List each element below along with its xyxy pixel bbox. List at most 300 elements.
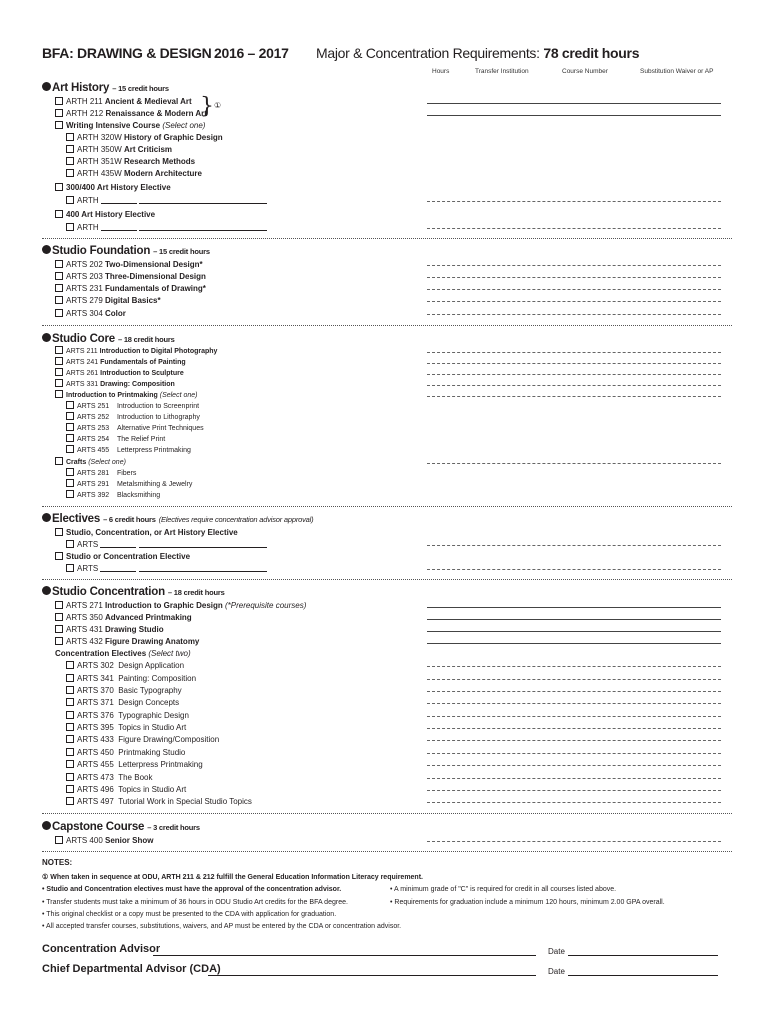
course-checkbox[interactable] — [66, 674, 74, 682]
entry-line[interactable] — [427, 841, 721, 842]
entry-line[interactable] — [427, 228, 721, 229]
course-name: Introduction to Sculpture — [100, 370, 184, 377]
note-item: • All accepted transfer courses, substitutions, waivers, and AP must be entered by the CDA or concentration advisor. — [42, 923, 402, 930]
course-name: Basic Typography — [118, 686, 182, 695]
entry-line[interactable] — [427, 103, 721, 104]
course-group-title: Crafts — [66, 459, 87, 466]
course-row — [66, 772, 152, 783]
course-row — [66, 222, 267, 233]
course-name: Renaissance & Modern Art — [105, 109, 207, 118]
entry-line[interactable] — [427, 703, 721, 704]
entry-line[interactable] — [427, 301, 721, 302]
course-note: (*Prerequisite courses) — [225, 601, 307, 610]
course-checkbox[interactable] — [66, 735, 74, 743]
course-row — [66, 660, 184, 671]
cda-label: Chief Departmental Advisor (CDA) — [42, 963, 221, 975]
course-code: ARTS 371 — [77, 698, 114, 707]
course-row — [66, 144, 172, 155]
course-row — [55, 379, 175, 390]
bullet-icon — [42, 333, 51, 342]
course-row — [55, 209, 155, 220]
course-code: ARTH — [77, 196, 99, 205]
section-credits: – 3 credit hours — [147, 823, 200, 832]
section-divider — [42, 506, 732, 507]
course-checkbox[interactable] — [55, 836, 63, 844]
requirements-hours: 78 credit hours — [543, 45, 640, 61]
course-row — [55, 120, 205, 131]
course-code: ARTS 455 — [77, 447, 110, 454]
course-name: Painting: Composition — [118, 674, 197, 683]
course-checkbox[interactable] — [55, 296, 63, 304]
entry-line[interactable] — [427, 740, 721, 741]
course-row — [55, 357, 186, 368]
course-checkbox[interactable] — [66, 423, 74, 431]
course-group-title: 300/400 Art History Elective — [66, 183, 171, 192]
course-row — [55, 346, 217, 357]
course-checkbox[interactable] — [66, 145, 74, 153]
course-checkbox[interactable] — [55, 109, 63, 117]
entry-line[interactable] — [427, 619, 721, 620]
course-checkbox[interactable] — [55, 528, 63, 536]
course-checkbox[interactable] — [66, 412, 74, 420]
course-row — [55, 295, 161, 306]
course-code: ARTS 450 — [77, 748, 114, 757]
bullet-icon — [42, 821, 51, 830]
course-row — [55, 368, 184, 379]
course-name-field[interactable] — [139, 571, 267, 572]
course-row — [55, 283, 206, 294]
course-row — [66, 132, 223, 143]
course-name: Introduction to Digital Photography — [99, 348, 218, 355]
entry-line[interactable] — [427, 201, 721, 202]
course-checkbox[interactable] — [66, 797, 74, 805]
concentration-advisor-signature-line[interactable] — [153, 955, 536, 956]
course-code: ARTS 455 — [77, 760, 114, 769]
column-header-substitution: Substitution Waiver or AP — [640, 68, 714, 75]
course-name: Letterpress Printmaking — [118, 760, 203, 769]
course-row — [66, 747, 185, 758]
entry-line[interactable] — [427, 265, 721, 266]
course-number-field[interactable] — [100, 571, 136, 572]
entry-line[interactable] — [427, 385, 721, 386]
course-code: ARTS 231 — [66, 284, 103, 293]
course-name: Figure Drawing/Composition — [118, 735, 220, 744]
entry-line[interactable] — [427, 679, 721, 680]
course-name: Fundamentals of Drawing* — [105, 284, 206, 293]
course-row — [55, 600, 306, 611]
course-name-field[interactable] — [139, 230, 267, 231]
course-checkbox[interactable] — [55, 613, 63, 621]
course-code: ARTS 252 — [77, 414, 110, 421]
section-divider — [42, 579, 732, 580]
course-row — [66, 563, 267, 574]
entry-line[interactable] — [427, 607, 721, 608]
section-credits: – 18 credit hours — [167, 588, 225, 597]
course-group-note: (Select one) — [88, 459, 126, 466]
course-checkbox[interactable] — [66, 748, 74, 756]
course-name: Three-Dimensional Design — [105, 272, 206, 281]
course-code: ARTS 254 — [77, 436, 110, 443]
course-name: Fundamentals of Painting — [100, 359, 186, 366]
course-row — [66, 195, 267, 206]
course-row — [55, 457, 126, 468]
section-capstone — [42, 821, 200, 833]
course-checkbox[interactable] — [55, 272, 63, 280]
entry-line[interactable] — [427, 765, 721, 766]
entry-line[interactable] — [427, 666, 721, 667]
course-group-note: (Select one) — [159, 392, 198, 399]
entry-line[interactable] — [427, 314, 721, 315]
course-name: Design Concepts — [118, 698, 180, 707]
entry-line[interactable] — [427, 363, 721, 364]
section-credits: – 15 credit hours — [112, 84, 169, 93]
course-checkbox[interactable] — [55, 309, 63, 317]
course-code: ARTS 376 — [77, 711, 114, 720]
bullet-icon — [42, 82, 51, 91]
entry-line[interactable] — [427, 277, 721, 278]
course-checkbox[interactable] — [66, 490, 74, 498]
course-name: Drawing Studio — [105, 625, 164, 634]
course-row — [55, 527, 238, 538]
course-name: Introduction to Graphic Design — [105, 601, 223, 610]
course-name: Digital Basics* — [105, 296, 161, 305]
entry-line[interactable] — [427, 691, 721, 692]
section-note: (Electives require concentration advisor approval) — [158, 515, 314, 524]
course-name: History of Graphic Design — [124, 133, 223, 142]
course-checkbox[interactable] — [66, 540, 74, 548]
course-name: Alternative Print Techniques — [116, 425, 204, 432]
course-checkbox[interactable] — [55, 284, 63, 292]
column-header-hours: Hours — [432, 68, 450, 75]
course-checkbox[interactable] — [66, 564, 74, 572]
entry-line[interactable] — [427, 790, 721, 791]
course-group-title: Studio, Concentration, or Art History Elective — [66, 528, 238, 537]
section-studio-concentration — [42, 586, 225, 598]
course-code: ARTS 241 — [66, 359, 99, 366]
note-item: ① When taken in sequence at ODU, ARTH 211 & 212 fulfill the General Education Information Literacy requirement. — [42, 874, 423, 881]
course-name: Research Methods — [124, 157, 196, 166]
page-header — [42, 45, 732, 65]
course-row — [66, 156, 195, 167]
course-name: Modern Architecture — [124, 169, 202, 178]
brace-icon: } — [200, 94, 214, 119]
course-checkbox[interactable] — [66, 401, 74, 409]
course-code: ARTS 281 — [77, 470, 110, 477]
course-code: ARTS 304 — [66, 309, 103, 318]
course-code: ARTS 253 — [77, 425, 110, 432]
course-name: Art Criticism — [124, 145, 173, 154]
course-name: Two-Dimensional Design* — [105, 260, 203, 269]
course-checkbox[interactable] — [66, 434, 74, 442]
entry-line[interactable] — [427, 728, 721, 729]
course-checkbox[interactable] — [66, 773, 74, 781]
entry-line[interactable] — [427, 778, 721, 779]
course-checkbox[interactable] — [55, 183, 63, 191]
course-name: Design Application — [118, 661, 185, 670]
note-item: • This original checklist or a copy must be presented to the CDA with application for graduation. — [42, 911, 337, 918]
course-row — [66, 710, 189, 721]
course-row — [66, 434, 165, 445]
bullet-icon — [42, 245, 51, 254]
course-checkbox[interactable] — [66, 686, 74, 694]
entry-line[interactable] — [427, 396, 721, 397]
course-code: ARTS 431 — [66, 625, 103, 634]
course-checkbox[interactable] — [66, 785, 74, 793]
course-checkbox[interactable] — [66, 711, 74, 719]
course-name: The Relief Print — [116, 436, 166, 443]
course-row — [55, 551, 190, 562]
entry-line[interactable] — [427, 753, 721, 754]
course-checkbox[interactable] — [66, 661, 74, 669]
course-row — [55, 182, 171, 193]
section-credits: – 15 credit hours — [153, 247, 210, 256]
section-credits: – 18 credit hours — [117, 335, 175, 344]
course-checkbox[interactable] — [55, 601, 63, 609]
course-row — [66, 697, 179, 708]
course-code: ARTS 271 — [66, 601, 103, 610]
course-name: Introduction to Lithography — [116, 414, 200, 421]
course-row — [66, 784, 186, 795]
course-row — [55, 636, 199, 647]
course-row — [66, 401, 199, 412]
section-title: Studio Concentration — [52, 586, 165, 598]
course-row — [66, 168, 202, 179]
concentration-advisor-label: Concentration Advisor — [42, 943, 161, 955]
section-divider — [42, 238, 732, 239]
course-checkbox[interactable] — [55, 357, 63, 365]
course-row — [66, 479, 192, 490]
course-code: ARTH 212 — [66, 109, 104, 118]
concentration-advisor-date-line[interactable] — [568, 955, 718, 956]
course-checkbox[interactable] — [55, 637, 63, 645]
course-name: Drawing: Composition — [100, 381, 175, 388]
course-code: ARTS 432 — [66, 637, 103, 646]
course-checkbox[interactable] — [55, 457, 63, 465]
course-code: ARTS 331 — [66, 381, 99, 388]
course-code: ARTS 302 — [77, 661, 114, 670]
course-group-heading — [55, 648, 191, 659]
course-code: ARTS 395 — [77, 723, 114, 732]
course-checkbox[interactable] — [66, 760, 74, 768]
course-row — [66, 423, 204, 434]
course-group-title: Studio or Concentration Elective — [66, 552, 191, 561]
course-code: ARTH 435W — [77, 169, 122, 178]
course-row — [66, 722, 186, 733]
course-code: ARTS 350 — [66, 613, 103, 622]
course-name: Figure Drawing Anatomy — [105, 637, 200, 646]
course-row — [66, 734, 219, 745]
course-row — [66, 685, 182, 696]
entry-line[interactable] — [427, 115, 721, 116]
course-code: ARTS — [77, 564, 99, 573]
course-code: ARTH 351W — [77, 157, 122, 166]
course-row — [66, 412, 200, 423]
course-checkbox[interactable] — [66, 196, 74, 204]
course-code: ARTS 211 — [66, 348, 98, 355]
course-name-field[interactable] — [139, 203, 267, 204]
cda-date-line[interactable] — [568, 975, 718, 976]
cda-signature-line[interactable] — [208, 975, 536, 976]
course-code: ARTS 291 — [77, 481, 110, 488]
bullet-icon — [42, 513, 51, 522]
entry-line[interactable] — [427, 716, 721, 717]
section-title: Electives — [52, 513, 101, 525]
entry-line[interactable] — [427, 289, 721, 290]
course-name: Printmaking Studio — [118, 748, 186, 757]
course-name: Color — [105, 309, 126, 318]
section-divider — [42, 813, 732, 814]
course-checkbox[interactable] — [66, 223, 74, 231]
course-name: Letterpress Printmaking — [116, 447, 191, 454]
course-group-title: Writing Intensive Course — [66, 121, 161, 130]
course-code: ARTS 341 — [77, 674, 114, 683]
course-row — [55, 108, 207, 119]
entry-line[interactable] — [427, 802, 721, 803]
section-art-history — [42, 82, 169, 94]
course-group-note: (Select one) — [162, 121, 206, 130]
course-code: ARTH 350W — [77, 145, 122, 154]
course-code: ARTS 251 — [77, 403, 110, 410]
course-checkbox[interactable] — [66, 133, 74, 141]
course-name: Advanced Printmaking — [105, 613, 192, 622]
course-name: Metalsmithing & Jewelry — [116, 481, 193, 488]
course-number-field[interactable] — [100, 547, 136, 548]
course-row — [55, 308, 126, 319]
course-row — [55, 96, 192, 107]
course-row — [66, 445, 191, 456]
course-checkbox[interactable] — [66, 445, 74, 453]
course-checkbox[interactable] — [66, 723, 74, 731]
course-row — [55, 612, 192, 623]
course-row — [55, 271, 206, 282]
course-code: ARTS 433 — [77, 735, 114, 744]
course-checkbox[interactable] — [66, 479, 74, 487]
course-code: ARTS 400 — [66, 836, 103, 845]
course-code: ARTH — [77, 223, 99, 232]
note-item: • Transfer students must take a minimum of 36 hours in ODU Studio Art credits for the BFA degree. — [42, 899, 348, 906]
course-code: ARTS 370 — [77, 686, 114, 695]
course-checkbox[interactable] — [55, 346, 63, 354]
note-item: • Studio and Concentration electives must have the approval of the concentration advisor. — [42, 886, 342, 893]
column-header-course-number: Course Number — [562, 68, 608, 75]
course-code: ARTS — [77, 540, 99, 549]
course-checkbox[interactable] — [55, 121, 63, 129]
course-checkbox[interactable] — [66, 157, 74, 165]
section-title: Capstone Course — [52, 821, 145, 833]
bullet-icon — [42, 586, 51, 595]
section-title: Studio Foundation — [52, 245, 151, 257]
course-row — [55, 835, 153, 846]
entry-line[interactable] — [427, 631, 721, 632]
course-checkbox[interactable] — [66, 698, 74, 706]
course-code: ARTS 261 — [66, 370, 99, 377]
section-title: Studio Core — [52, 333, 115, 345]
course-checkbox[interactable] — [55, 97, 63, 105]
section-studio-core — [42, 333, 175, 345]
section-divider — [42, 851, 732, 852]
column-header-transfer: Transfer Institution — [475, 68, 529, 75]
course-code: ARTS 279 — [66, 296, 103, 305]
program-title: BFA: DRAWING & DESIGN — [42, 45, 212, 61]
entry-line[interactable] — [427, 463, 721, 464]
course-group-title: Concentration Electives — [55, 649, 147, 658]
course-checkbox[interactable] — [66, 169, 74, 177]
course-row — [66, 673, 196, 684]
note-item: • A minimum grade of "C" is required for credit in all courses listed above. — [390, 886, 617, 893]
course-checkbox[interactable] — [55, 260, 63, 268]
entry-line[interactable] — [427, 374, 721, 375]
course-row — [66, 539, 267, 550]
course-name-field[interactable] — [139, 547, 267, 548]
section-divider — [42, 325, 732, 326]
academic-year: 2016 – 2017 — [214, 45, 289, 61]
course-checkbox[interactable] — [55, 625, 63, 633]
course-name: Blacksmithing — [116, 492, 161, 499]
course-number-field[interactable] — [101, 203, 137, 204]
entry-line[interactable] — [427, 643, 721, 644]
course-code: ARTH 211 — [66, 97, 103, 106]
course-name: Typographic Design — [118, 711, 189, 720]
course-group-title: Introduction to Printmaking — [66, 392, 158, 399]
course-checkbox[interactable] — [55, 368, 63, 376]
course-checkbox[interactable] — [55, 552, 63, 560]
requirements-prefix: Major & Concentration Requirements: — [316, 45, 540, 61]
course-name: Introduction to Screenprint — [116, 403, 200, 410]
course-name: The Book — [118, 773, 153, 782]
entry-line[interactable] — [427, 545, 721, 546]
course-checkbox[interactable] — [55, 379, 63, 387]
course-checkbox[interactable] — [55, 390, 63, 398]
course-row — [66, 796, 252, 807]
section-credits: – 6 credit hours — [103, 515, 156, 524]
course-name: Tutorial Work in Special Studio Topics — [118, 797, 252, 806]
course-name: Topics in Studio Art — [118, 723, 187, 732]
requirements-title — [316, 45, 639, 61]
course-checkbox[interactable] — [66, 468, 74, 476]
section-studio-foundation — [42, 245, 210, 257]
course-row — [55, 259, 203, 270]
course-row — [66, 468, 136, 479]
course-code: ARTH 320W — [77, 133, 122, 142]
course-row — [55, 390, 197, 401]
course-checkbox[interactable] — [55, 210, 63, 218]
course-row — [55, 624, 164, 635]
course-name: Ancient & Medieval Art — [104, 97, 192, 106]
entry-line[interactable] — [427, 352, 721, 353]
course-code: ARTS 202 — [66, 260, 103, 269]
section-title: Art History — [52, 82, 110, 94]
course-row — [66, 490, 160, 501]
course-code: ARTS 392 — [77, 492, 110, 499]
course-code: ARTS 203 — [66, 272, 103, 281]
section-electives — [42, 513, 313, 525]
note-item: • Requirements for graduation include a minimum 120 hours, minimum 2.00 GPA overall. — [390, 899, 665, 906]
date-label: Date — [548, 967, 565, 976]
course-code: ARTS 496 — [77, 785, 114, 794]
date-label: Date — [548, 947, 565, 956]
course-name: Topics in Studio Art — [118, 785, 187, 794]
course-row — [66, 759, 203, 770]
entry-line[interactable] — [427, 569, 721, 570]
course-group-title: 400 Art History Elective — [66, 210, 156, 219]
course-name: Fibers — [116, 470, 137, 477]
course-code: ARTS 497 — [77, 797, 114, 806]
course-code: ARTS 473 — [77, 773, 114, 782]
course-number-field[interactable] — [101, 230, 137, 231]
note-marker: ① — [214, 101, 222, 110]
course-group-note: (Select two) — [148, 649, 191, 658]
notes-heading: NOTES: — [42, 858, 73, 867]
